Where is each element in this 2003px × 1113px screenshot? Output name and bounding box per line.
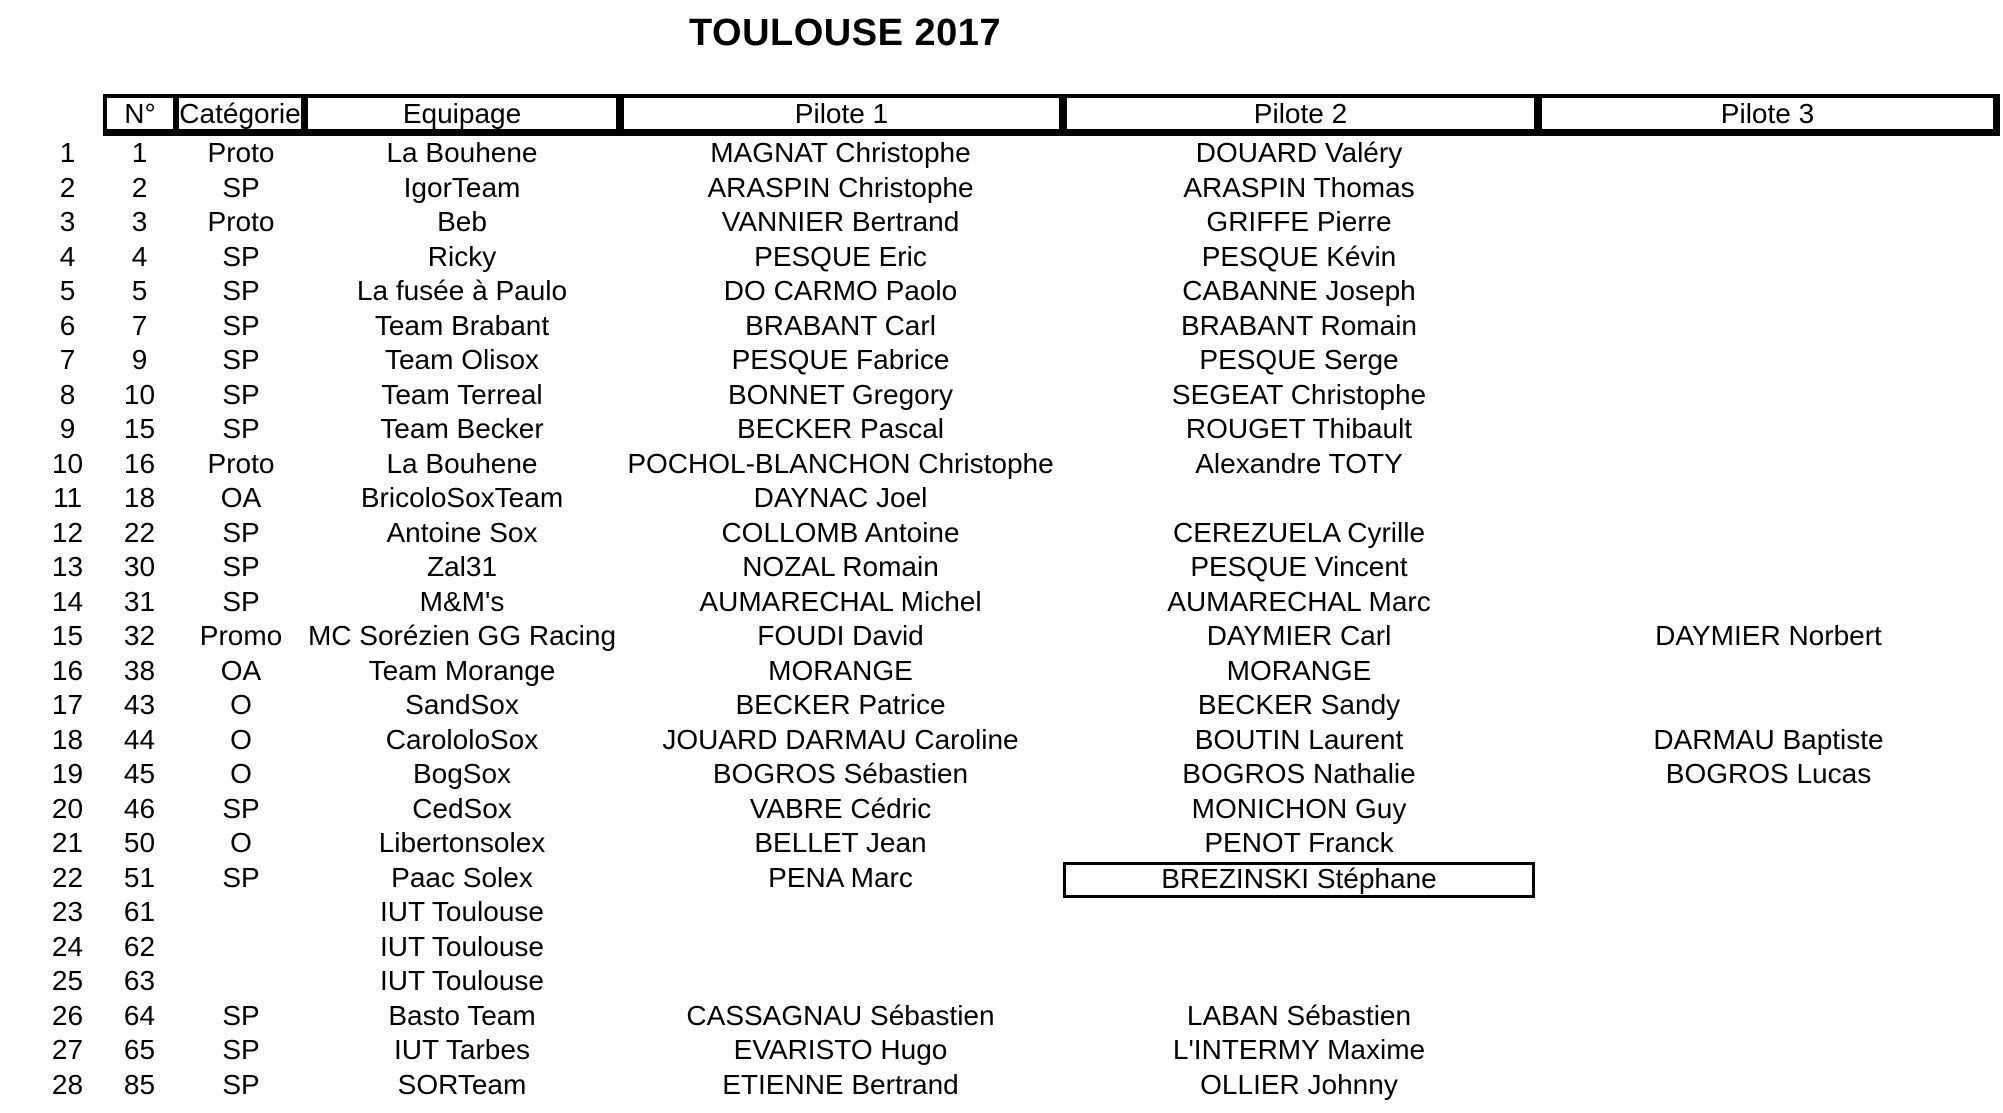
categorie-cell: SP <box>222 792 260 824</box>
pilote-2-cell: MONICHON Guy <box>1191 792 1407 824</box>
pilote-3-cell <box>1537 136 2000 170</box>
categorie-cell <box>178 964 304 998</box>
pilote-2-cell: CEREZUELA Cyrille <box>1172 516 1426 548</box>
row-index-cell: 28 <box>51 1068 84 1100</box>
race-number-cell: 46 <box>123 792 156 824</box>
pilote-3-cell: BOGROS Lucas <box>1665 758 1872 789</box>
categorie-cell: OA <box>220 654 262 686</box>
categorie-cell <box>178 930 304 964</box>
pilote-1-cell <box>620 964 1061 998</box>
equipage-cell: Paac Solex <box>391 861 533 893</box>
categorie-cell: SP <box>222 999 260 1031</box>
pilote-3-cell <box>1537 412 2000 446</box>
pilote-1-cell: MAGNAT Christophe <box>710 137 971 168</box>
equipage-cell: M&M's <box>419 585 505 617</box>
row-index-cell: 18 <box>51 723 84 755</box>
table-row <box>0 343 2003 378</box>
equipage-cell: MC Sorézien GG Racing <box>307 620 617 651</box>
row-index-cell: 4 <box>59 240 76 272</box>
pilote-2-cell: PESQUE Kévin <box>1201 240 1397 272</box>
pilote-3-cell <box>1537 171 2000 205</box>
pilote-3-cell <box>1537 481 2000 515</box>
pilote-2-cell: PESQUE Vincent <box>1190 551 1408 582</box>
table-row <box>0 378 2003 413</box>
table-row <box>0 964 2003 999</box>
page-title: TOULOUSE 2017 <box>688 12 1002 54</box>
pilote-1-cell: FOUDI David <box>757 620 924 651</box>
race-number-cell: 31 <box>123 585 156 617</box>
race-number-cell: 2 <box>131 171 148 203</box>
pilote-3-cell <box>1537 378 2000 412</box>
race-number-cell: 10 <box>123 378 156 410</box>
race-number-cell: 63 <box>123 965 156 996</box>
equipage-cell: Team Becker <box>380 413 544 444</box>
table-header <box>103 94 2000 136</box>
equipage-cell: IUT Toulouse <box>380 930 544 962</box>
pilote-1-cell: EVARISTO Hugo <box>733 1034 948 1065</box>
categorie-cell: Proto <box>207 447 275 479</box>
header-categorie: Catégorie <box>179 98 301 129</box>
row-index-cell: 11 <box>52 482 83 513</box>
pilote-2-cell: CABANNE Joseph <box>1182 275 1416 306</box>
pilote-3-cell <box>1537 343 2000 377</box>
equipage-cell: Zal31 <box>426 551 498 582</box>
race-number-cell: 15 <box>123 413 156 444</box>
pilote-1-cell: POCHOL-BLANCHON Christophe <box>627 447 1054 479</box>
equipage-cell: SandSox <box>405 689 519 720</box>
race-number-cell: 43 <box>123 689 156 720</box>
race-number-cell: 38 <box>123 654 156 686</box>
row-index-cell: 7 <box>59 344 76 375</box>
pilote-1-cell: BRABANT Carl <box>745 309 936 341</box>
row-index-cell: 20 <box>51 792 84 824</box>
table-row <box>0 1068 2003 1103</box>
pilote-2-cell: GRIFFE Pierre <box>1206 206 1392 237</box>
row-index-cell: 24 <box>51 930 84 962</box>
row-index-cell: 25 <box>51 965 84 996</box>
pilote-3-cell <box>1537 274 2000 308</box>
equipage-cell: Beb <box>437 206 487 237</box>
categorie-cell: O <box>230 827 252 858</box>
row-index-cell: 6 <box>59 309 76 341</box>
pilote-2-cell: ROUGET Thibault <box>1185 413 1413 444</box>
categorie-cell: SP <box>222 344 260 375</box>
pilote-1-cell: DO CARMO Paolo <box>723 275 958 306</box>
equipage-cell: IUT Toulouse <box>380 896 544 927</box>
table-row <box>0 688 2003 723</box>
categorie-cell: SP <box>222 861 260 893</box>
row-index-cell: 17 <box>51 689 84 720</box>
pilote-3-cell <box>1537 1033 2000 1067</box>
pilote-2-cell: PENOT Franck <box>1204 827 1394 858</box>
pilote-2-cell: BREZINSKI Stéphane <box>1063 862 1535 898</box>
header-pilote1: Pilote 1 <box>624 98 1059 129</box>
categorie-cell: SP <box>222 240 260 272</box>
pilote-3-cell <box>1537 688 2000 722</box>
categorie-cell: SP <box>222 309 260 341</box>
pilote-2-cell: BOUTIN Laurent <box>1194 723 1404 755</box>
categorie-cell: OA <box>220 482 262 513</box>
pilote-3-cell <box>1537 999 2000 1033</box>
equipage-cell: IUT Toulouse <box>380 965 544 996</box>
pilote-1-cell: COLLOMB Antoine <box>721 516 960 548</box>
pilote-1-cell: PESQUE Fabrice <box>731 344 950 375</box>
pilote-1-cell: BELLET Jean <box>754 827 927 858</box>
table-row <box>0 516 2003 551</box>
equipage-cell: BricoloSoxTeam <box>360 482 564 513</box>
row-index-cell: 2 <box>59 171 76 203</box>
table-row <box>0 1033 2003 1068</box>
categorie-cell: SP <box>222 171 260 203</box>
categorie-cell: SP <box>222 1068 260 1100</box>
pilote-1-cell: ARASPIN Christophe <box>707 171 974 203</box>
pilote-3-cell <box>1537 826 2000 860</box>
categorie-cell: O <box>230 758 252 789</box>
table-row <box>0 654 2003 689</box>
table-row <box>0 826 2003 861</box>
header-equipage: Equipage <box>308 98 616 129</box>
pilote-1-cell: NOZAL Romain <box>742 551 939 582</box>
table-row <box>0 757 2003 792</box>
pilote-3-cell <box>1537 550 2000 584</box>
pilote-3-cell <box>1537 964 2000 998</box>
table-row <box>0 481 2003 516</box>
pilote-2-cell: OLLIER Johnny <box>1200 1068 1398 1100</box>
table-row <box>0 999 2003 1034</box>
table-row <box>0 309 2003 344</box>
table-row <box>0 447 2003 482</box>
categorie-cell: SP <box>222 378 260 410</box>
race-number-cell: 32 <box>123 620 156 651</box>
pilote-3-cell <box>1537 895 2000 929</box>
row-index-cell: 26 <box>51 999 84 1031</box>
equipage-cell: La Bouhene <box>386 137 538 168</box>
race-number-cell: 1 <box>131 137 148 168</box>
race-number-cell: 64 <box>123 999 156 1031</box>
equipage-cell: IgorTeam <box>403 171 521 203</box>
equipage-cell: CedSox <box>412 792 512 824</box>
pilote-3-cell <box>1537 205 2000 239</box>
pilote-3-cell <box>1537 654 2000 688</box>
row-index-cell: 13 <box>51 551 84 582</box>
pilote-2-cell: AUMARECHAL Marc <box>1167 585 1431 617</box>
pilote-1-cell: MORANGE <box>768 654 913 686</box>
row-index-cell: 5 <box>59 275 76 306</box>
pilote-1-cell: JOUARD DARMAU Caroline <box>662 723 1019 755</box>
pilote-2-cell: MORANGE <box>1226 654 1372 686</box>
pilote-2-cell: BOGROS Nathalie <box>1182 758 1416 789</box>
table-row <box>0 274 2003 309</box>
pilote-2-cell: DOUARD Valéry <box>1195 137 1403 168</box>
row-index-cell: 14 <box>51 585 84 617</box>
pilote-3-cell <box>1537 447 2000 481</box>
categorie-cell: O <box>230 689 252 720</box>
pilote-3-cell <box>1537 240 2000 274</box>
row-index-cell: 3 <box>59 206 76 237</box>
header-pilote3: Pilote 3 <box>1542 98 1993 129</box>
pilote-2-cell <box>1063 895 1535 929</box>
equipage-cell: Basto Team <box>388 999 536 1031</box>
race-number-cell: 50 <box>123 827 156 858</box>
pilote-2-cell: BRABANT Romain <box>1180 309 1417 341</box>
equipage-cell: Ricky <box>427 240 497 272</box>
equipage-cell: SORTeam <box>397 1068 527 1100</box>
row-index-cell: 8 <box>59 378 76 410</box>
categorie-cell: SP <box>222 516 260 548</box>
row-index-cell: 21 <box>51 827 84 858</box>
pilote-2-cell <box>1063 481 1535 515</box>
race-number-cell: 65 <box>123 1034 156 1065</box>
race-number-cell: 61 <box>123 896 156 927</box>
table-row <box>0 792 2003 827</box>
categorie-cell: SP <box>222 1034 260 1065</box>
table-row <box>0 240 2003 275</box>
pilote-2-cell: SEGEAT Christophe <box>1171 378 1427 410</box>
pilote-3-cell <box>1537 516 2000 550</box>
pilote-1-cell: DAYNAC Joel <box>753 482 928 513</box>
equipage-cell: Team Morange <box>368 654 556 686</box>
table-row <box>0 205 2003 240</box>
race-number-cell: 16 <box>123 447 156 479</box>
race-number-cell: 30 <box>123 551 156 582</box>
header-num: N° <box>107 98 173 129</box>
pilote-2-cell: ARASPIN Thomas <box>1183 171 1415 203</box>
pilote-1-cell: VABRE Cédric <box>749 792 932 824</box>
categorie-cell: Proto <box>207 137 275 168</box>
pilote-3-cell <box>1537 861 2000 895</box>
table-row <box>0 585 2003 620</box>
table-row <box>0 895 2003 930</box>
race-number-cell: 7 <box>131 309 148 341</box>
pilote-2-cell: PESQUE Serge <box>1199 344 1399 375</box>
pilote-1-cell <box>620 930 1061 964</box>
categorie-cell: SP <box>222 551 260 582</box>
pilote-3-cell <box>1537 792 2000 826</box>
categorie-cell: SP <box>222 585 260 617</box>
header-pilote2: Pilote 2 <box>1067 98 1534 129</box>
row-index-cell: 10 <box>51 447 84 479</box>
table-row <box>0 619 2003 654</box>
equipage-cell: BogSox <box>412 758 512 789</box>
row-index-cell: 19 <box>51 758 84 789</box>
equipage-cell: Team Olisox <box>384 344 540 375</box>
row-index-cell: 15 <box>51 620 84 651</box>
equipage-cell: Libertonsolex <box>378 827 546 858</box>
pilote-1-cell: ETIENNE Bertrand <box>722 1068 959 1100</box>
table-row <box>0 171 2003 206</box>
row-index-cell: 23 <box>51 896 84 927</box>
pilote-2-cell: DAYMIER Carl <box>1206 620 1392 651</box>
categorie-cell: Promo <box>199 620 283 651</box>
pilote-2-cell: L'INTERMY Maxime <box>1172 1034 1426 1065</box>
pilote-2-cell: BECKER Sandy <box>1197 689 1401 720</box>
equipage-cell: Team Terreal <box>381 378 543 410</box>
race-number-cell: 5 <box>131 275 148 306</box>
pilote-3-cell <box>1537 1068 2000 1102</box>
pilote-1-cell: VANNIER Bertrand <box>721 206 960 237</box>
pilote-2-cell <box>1063 964 1535 998</box>
categorie-cell: SP <box>222 413 260 444</box>
race-number-cell: 51 <box>123 861 156 893</box>
pilote-3-cell: DARMAU Baptiste <box>1653 723 1884 755</box>
pilote-2-cell: LABAN Sébastien <box>1186 999 1412 1031</box>
pilote-3-cell <box>1537 309 2000 343</box>
pilote-3-cell <box>1537 585 2000 619</box>
race-number-cell: 4 <box>131 240 148 272</box>
pilote-1-cell: CASSAGNAU Sébastien <box>686 999 995 1031</box>
equipage-cell: La fusée à Paulo <box>356 275 568 306</box>
equipage-cell: IUT Tarbes <box>394 1034 530 1065</box>
equipage-cell: La Bouhene <box>386 447 538 479</box>
race-number-cell: 45 <box>123 758 156 789</box>
table-row <box>0 930 2003 965</box>
pilote-1-cell: BECKER Pascal <box>737 413 944 444</box>
pilote-1-cell: PENA Marc <box>768 861 913 893</box>
row-index-cell: 12 <box>51 516 84 548</box>
race-number-cell: 44 <box>123 723 156 755</box>
equipage-cell: CarololoSox <box>385 723 539 755</box>
race-number-cell: 22 <box>123 516 156 548</box>
race-number-cell: 85 <box>123 1068 156 1100</box>
pilote-1-cell: PESQUE Eric <box>754 240 927 272</box>
pilote-1-cell <box>620 895 1061 929</box>
categorie-cell: Proto <box>207 206 275 237</box>
pilote-3-cell <box>1537 930 2000 964</box>
race-number-cell: 9 <box>131 344 148 375</box>
table-row <box>0 861 2003 896</box>
pilote-1-cell: BONNET Gregory <box>727 378 954 410</box>
table-row <box>0 412 2003 447</box>
pilote-3-cell: DAYMIER Norbert <box>1655 620 1882 651</box>
row-index-cell: 1 <box>59 137 76 168</box>
equipage-cell: Team Brabant <box>374 309 550 341</box>
pilote-1-cell: BOGROS Sébastien <box>712 758 969 789</box>
categorie-cell <box>178 895 304 929</box>
row-index-cell: 22 <box>51 861 84 893</box>
table-row <box>0 550 2003 585</box>
categorie-cell: SP <box>222 275 260 306</box>
table-row <box>0 136 2003 171</box>
race-number-cell: 62 <box>123 930 156 962</box>
row-index-cell: 27 <box>51 1034 84 1065</box>
race-number-cell: 18 <box>123 482 156 513</box>
row-index-cell: 16 <box>51 654 84 686</box>
pilote-1-cell: BECKER Patrice <box>735 689 946 720</box>
row-index-cell: 9 <box>59 413 76 444</box>
pilote-1-cell: AUMARECHAL Michel <box>699 585 982 617</box>
pilote-2-cell <box>1063 930 1535 964</box>
equipage-cell: Antoine Sox <box>386 516 538 548</box>
pilote-2-cell: Alexandre TOTY <box>1195 447 1403 479</box>
table-row <box>0 723 2003 758</box>
categorie-cell: O <box>230 723 252 755</box>
race-number-cell: 3 <box>131 206 148 237</box>
